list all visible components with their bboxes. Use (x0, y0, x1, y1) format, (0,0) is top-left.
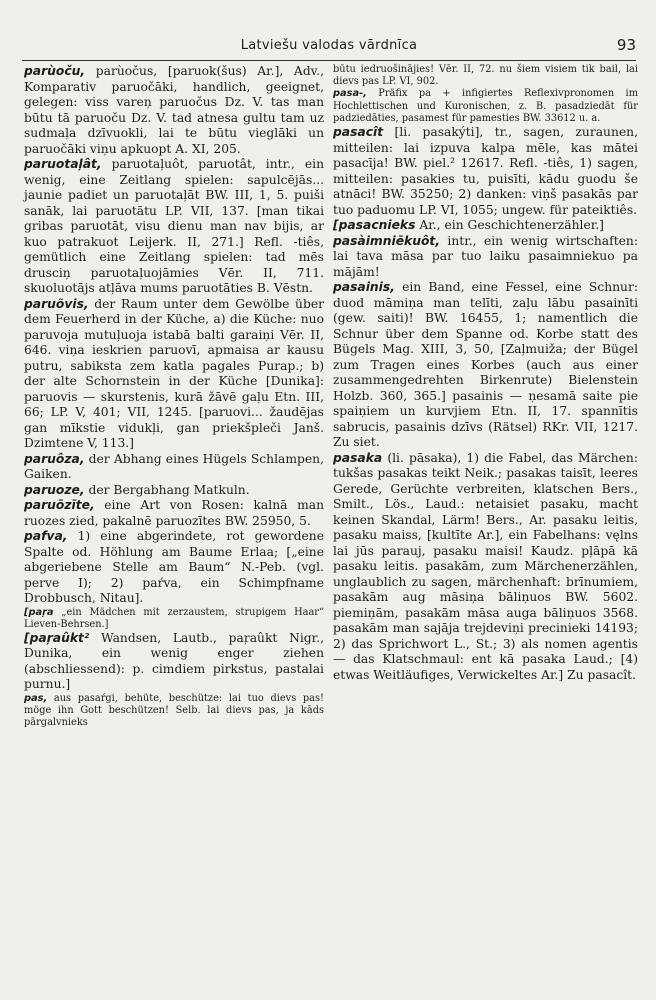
dictionary-entry (24, 297, 324, 452)
entry-text: paruotaļuôt, paruotât, intr., ein wenig, eine Zeitlang spielen: sapulcējās... jaunie padiet un paruotaļāt BW. III, 1, 5. puiši sanāk, lai paruotātu LP. VII, 137. [man tikai gribas paruotāt, visu dienu man nav bijis, ar kuo patrakuot Leijerk. II, 271.] Refl. -tiês, gemütlich eine Zeitlang spielen: tad mēs drusciņ paruotaļuojāmies Vēr. II, 711. skuoluotājs atļāva mums paruotāties B. Vēstn. (24, 157, 324, 295)
header-rule (22, 60, 636, 61)
entry-headword: [paŗa (24, 606, 54, 618)
entry-text: aus pasaŕgi, behüte, beschütze: lai tuo dievs pas! möge ihn Gott beschützen! Selb. lai dievs pas, ja kāds pārgalvnieks (24, 692, 324, 729)
entry-text: eine Art von Rosen: kalnā man ruozes zied, pakalnē paruozītes BW. 25950, 5. (24, 498, 324, 528)
dictionary-entry (24, 157, 324, 297)
entry-headword: pas, (24, 692, 48, 704)
dictionary-entry (333, 88, 638, 125)
entry-text: [li. pasakýti], tr., sagen, zuraunen, mitteilen: lai izpuva kalpa mēle, kas mātei pasacīja! BW. piel.² 12617. Refl. -tiês, 1) sagen, mitteilen: pasakies tu, puisīti, kādu guodu še atnāci! BW. 35250; 2) danken: viņš pasakās par tuo paduomu LP. VI, 1055; ungew. für pateiktiês. (333, 125, 638, 217)
dictionary-entry (333, 234, 638, 281)
dictionary-entry (333, 218, 638, 234)
entry-headword: [pasacnieks (333, 218, 416, 233)
left-column (24, 64, 324, 730)
dictionary-entry (333, 451, 638, 684)
entry-text: (li. pāsaka), 1) die Fabel, das Märchen: tukšas pasakas teikt Neik.; pasakas taisīt, leeres Gerede, Gerüchte verbreiten, klatschen Bers., Smilt., Lös., Laud.: netaisiet pasaku, macht keinen Skandal, Lärm! Bers., Ar. pasaku leitis, pasaku maiss, [kultīte Ar.], ein Fabelhans: vęlns lai jūs parauj, pasaku maisi! Kaudz. pļāpā kā pasaku leitis. pasakām, zum Märchenerzählen, unglaublich zu sagen, märchenhaft: brīnumiem, pasakām aug māsiņa bāliņuos BW. 5602. piemiņām, pasakām māsa auga bāliņuos 3568. pasakām man sajāja trejdeviņi precinieki 14193; 2) das Sprichwort L., St.; 3) als nomen agentis — das Klatschmaul: ent kā pasaka Laud.; [4) etwas Weitläufiges, Verwickeltes Ar.] Zu pasacît. (333, 450, 638, 682)
entry-headword: pasa-, (333, 88, 367, 100)
entry-headword: pasainis, (333, 280, 395, 295)
header-title: Latviešu valodas vārdnīca (240, 38, 418, 53)
page-number: 93 (616, 36, 636, 54)
entry-text: der Bergabhang Matkuln. (88, 482, 250, 497)
entry-text: būtu iedruošinājies! Vēr. II, 72. nu šiem visiem tik bail, lai dievs pas LP. VI, 902. (333, 64, 638, 88)
entry-text: Ar., ein Geschichtenerzähler.] (419, 218, 604, 233)
entry-text: ein Band, eine Fessel, eine Schnur: duod māmiņa man telīti, zaļu lābu pasainīti (gew. saiti)! BW. 16455, 1; namentlich die Schnur über dem Spanne od. Korbe statt des Bügels Mag. XIII, 3, 50, [Zaļmuiža; der Bügel zum Tragen eines Korbes (auch aus einer zusammengedrehten Birkenrute) Bielenstein Holzb. 360, 365.] pasainis — ņesamā saite pie spaiņiem un kurvjiem Etn. II, 17. spannītis sabrucis, pasainis dzīvs (Rätsel) RKr. VII, 1217. Zu siet. (333, 280, 638, 450)
entry-text: Wandsen, Lautb., paŗaûkt Nigr., Dunika, ein wenig enger ziehen (abschliessend): p. cimdiem pirkstus, pastalai purnu.] (24, 630, 324, 692)
entry-headword: pasàimniēkuôt, (333, 233, 440, 248)
dictionary-entry (24, 631, 324, 693)
dictionary-entry (24, 64, 324, 157)
entry-text: der Abhang eines Hügels Schlampen, Gaiken. (24, 451, 324, 481)
entry-headword: pasacît (333, 125, 384, 140)
entry-headword: paruôza, (24, 451, 85, 466)
dictionary-entry (24, 693, 324, 730)
dictionary-entry (24, 452, 324, 483)
entry-headword: [paŗaûkt² (24, 630, 90, 645)
dictionary-entry (24, 498, 324, 529)
entry-headword: paruõvis, (24, 296, 89, 311)
entry-headword: pasaka (333, 450, 383, 465)
entry-text: „ein Mädchen mit zerzaustem, strupigem Haar“ Lieven-Behrsen.] (24, 606, 324, 630)
entry-headword: parùoču, (24, 64, 86, 78)
dictionary-entry (24, 529, 324, 607)
entry-text: Präfix pa + infigiertes Reflexivpronomen im Hochlettischen und Kuronischen, z. B. pasadziedāt für padziedāties, pasamest für pamesties BW. 33612 u. a. (333, 88, 638, 124)
dictionary-entry (24, 483, 324, 499)
entry-text: intr., ein wenig wirtschaften: lai tava māsa par tuo laiku pasaimniekuo pa mājām! (333, 233, 638, 279)
dictionary-entry (24, 607, 324, 631)
dictionary-entry (333, 125, 638, 218)
running-header (20, 38, 638, 58)
entry-headword: paruotaļât, (24, 157, 102, 171)
right-column (333, 64, 638, 683)
entry-headword: pafva, (24, 529, 68, 543)
dictionary-entry (333, 64, 638, 88)
entry-text: 1) eine abgerindete, rot gewordene Spalte od. Höhlung am Baume Erlaa; [„eine abgeriebene Stelle am Baum“ N.-Peb. (vgl. perve I); 2) paŕva, ein Schimpfname Drobbusch, Nitau]. (24, 529, 324, 605)
dictionary-entry (333, 280, 638, 451)
entry-text: der Raum unter dem Gewölbe über dem Feuerherd in der Küche, a) die Küche: nuo paruvoja mutuļuoja istabā balti garaiņi Vēr. II, 646. viņa ieskrien paruovī, apmaisa ar kausu putru, sabiksta zem katla pagales Purap.; b) der alte Schornstein in der Küche [Dunika]: paruovis — skurstenis, kurā žāvē gaļu Etn. III, 66; LP. V, 401; VII, 1245. [paruovi... žaudējas gan mīkstie vidukļi, gan priekšpleči Janš. Dzimtene V, 113.] (24, 296, 324, 450)
entry-headword: paruoze, (24, 482, 85, 497)
entry-headword: paruōzīte, (24, 498, 95, 512)
entry-text: parùočus, [paruok(šus) Ar.], Adv., Komparativ paruočāki, handlich, geeignet, gelegen: viss vareņ paruočus Dz. V. tas man būtu tā paruoču Dz. V. tad atnesa gultu tam uz sudmaļa dzīvuokli, lai te būtu vieglāki un paruočāki viņu apkuopt A. XI, 205. (24, 64, 324, 156)
